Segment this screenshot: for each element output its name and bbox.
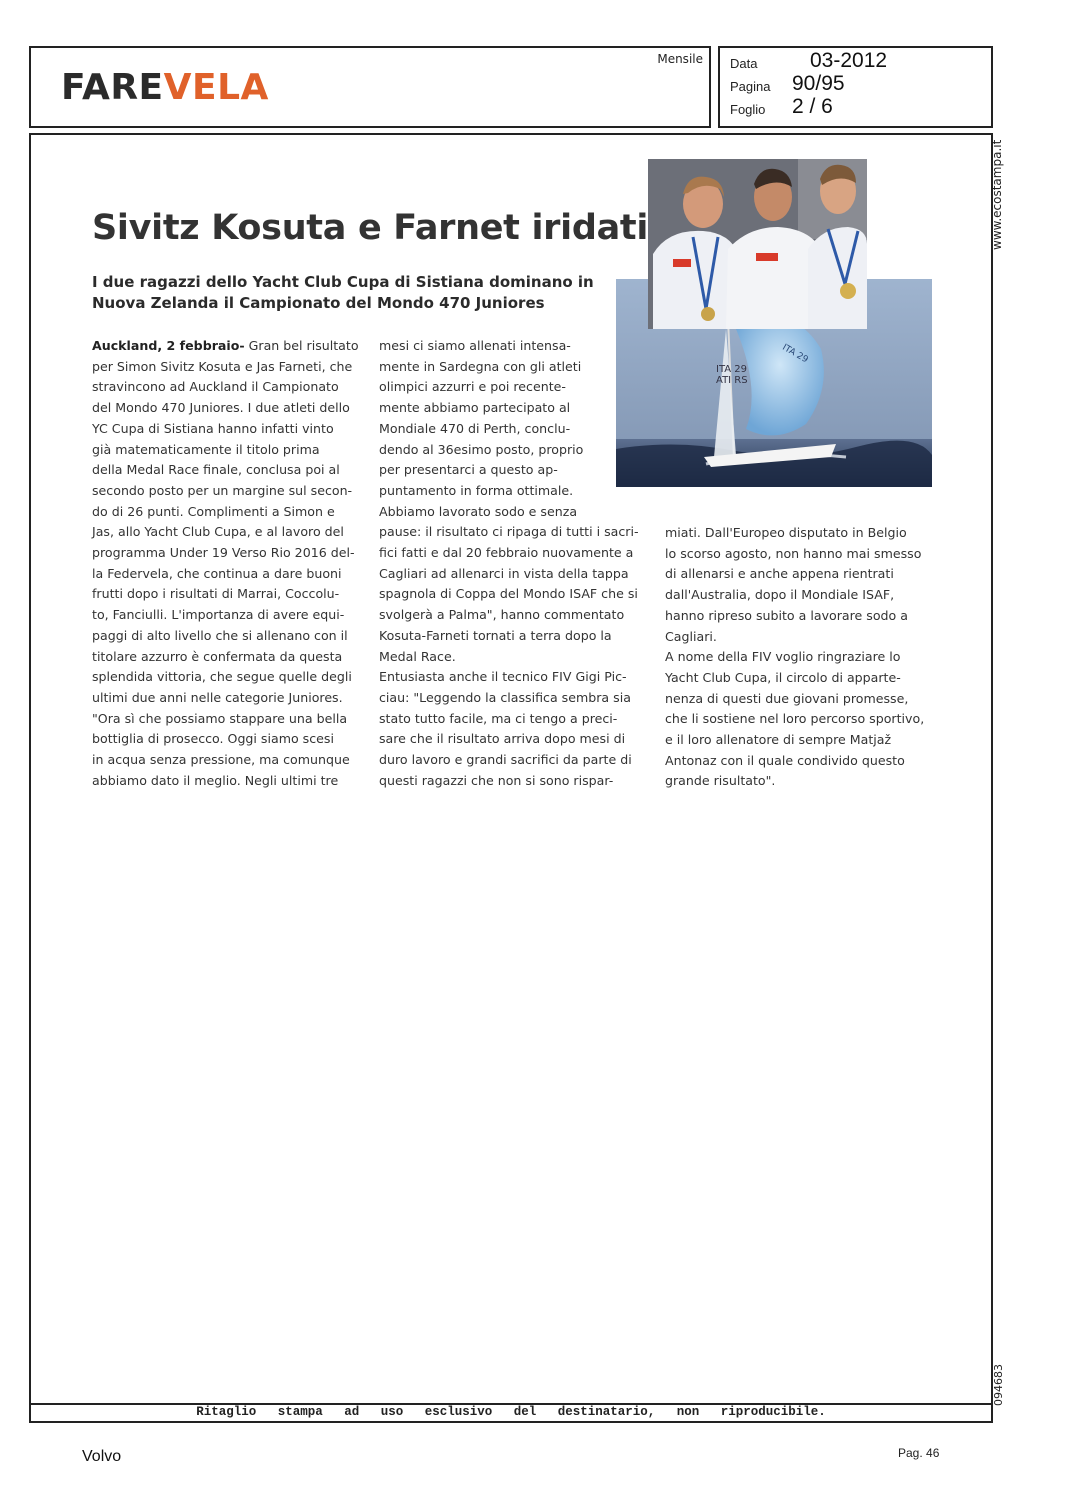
text-line: sare che il risultato arriva dopo mesi di — [379, 731, 626, 747]
side-url: www.ecostampa.it — [990, 139, 1004, 250]
footer-client: Volvo — [82, 1448, 122, 1465]
sail-number-top: ITA 29 — [780, 342, 810, 366]
text-line: Medal Race. — [379, 648, 456, 664]
text-line: Antonaz con il quale condivido questo — [665, 752, 905, 768]
footer-page-number: Pag. 46 — [898, 1446, 940, 1460]
text-line: A nome della FIV voglio ringraziare lo — [665, 649, 901, 665]
text-line: spagnola di Coppa del Mondo ISAF che si — [379, 586, 638, 602]
text-line: lo scorso agosto, non hanno mai smesso — [665, 545, 922, 561]
text-line: "Ora sì che possiamo stappare una bella — [92, 710, 348, 726]
text-line: della Medal Race finale, conclusa poi al — [92, 462, 340, 478]
text-line: per Simon Sivitz Kosuta e Jas Farneti, che — [92, 358, 353, 374]
text-line: di allenarsi e anche appena rientrati — [665, 566, 894, 582]
text-line: miati. Dall'Europeo disputato in Belgio — [665, 525, 907, 540]
meta-label-page: Pagina — [730, 79, 771, 94]
text-line: splendida vittoria, che segue quelle degli — [92, 669, 352, 685]
text-line: già matematicamente il titolo prima — [92, 441, 320, 457]
text-line: frutti dopo i risultati di Marrai, Coccolu- — [92, 586, 340, 602]
text-line: duro lavoro e grandi sacrifici da parte di — [379, 752, 632, 768]
text-line: stato tutto facile, ma ci tengo a preci- — [379, 710, 618, 726]
text-line: del Mondo 470 Juniores. I due atleti dello — [92, 400, 350, 416]
meta-label-date: Data — [730, 56, 758, 71]
text-line: dall'Australia, dopo il Mondiale ISAF, — [665, 587, 895, 603]
side-code: 094683 — [992, 1364, 1005, 1406]
text-line: la Federvela, che continua a dare buoni — [92, 565, 342, 581]
first-line: Auckland, 2 febbraio- Gran bel risultato — [92, 338, 359, 353]
article-column-3 — [665, 523, 940, 792]
article-headline: Sivitz Kosuta e Farnet iridati — [92, 208, 649, 248]
text-line: abbiamo dato il meglio. Negli ultimi tre — [92, 772, 339, 788]
text-line: Entusiasta anche il tecnico FIV Gigi Pic- — [379, 669, 627, 685]
text-line: secondo posto per un margine sul secon- — [92, 482, 353, 498]
text-line: pause: il risultato ci ripaga di tutti i sacri- — [379, 524, 639, 540]
text-line: programma Under 19 Verso Rio 2016 del- — [92, 545, 355, 561]
logo-part-1: FARE — [61, 67, 164, 108]
text-line: bottiglia di prosecco. Oggi siamo scesi — [92, 731, 334, 747]
text-line: Cagliari. — [665, 628, 717, 644]
text-line: in acqua senza pressione, ma comunque — [92, 752, 350, 768]
meta-value-page: 90/95 — [792, 72, 845, 95]
text-line: questi ragazzi che non si sono rispar- — [379, 772, 614, 788]
article-subhead: I due ragazzi dello Yacht Club Cupa di Sistiana dominano in Nuova Zelanda il Campionato del Mondo 470 Juniores — [92, 273, 594, 312]
text-line: do di 26 punti. Complimenti a Simon e — [92, 503, 335, 519]
text-line: che li sostiene nel loro percorso sportivo, — [665, 711, 925, 727]
article-column-2 — [379, 336, 649, 791]
team-photo — [648, 159, 867, 329]
text-line: paggi di alto livello che si allenano con il — [92, 627, 348, 643]
text-line: ultimi due anni nelle categorie Juniores. — [92, 689, 343, 705]
meta-value-sheet: 2 / 6 — [792, 95, 833, 118]
text-line: Yacht Club Cupa, il circolo di apparte- — [665, 669, 901, 685]
text-line: fici fatti e dal 20 febbraio nuovamente a — [379, 545, 634, 561]
sail-number: ITA 29 ATI RS — [716, 364, 748, 386]
article-column-1 — [92, 336, 362, 791]
text-line: mente abbiamo partecipato al — [379, 400, 571, 416]
meta-label-sheet: Foglio — [730, 102, 766, 117]
text-line: mente in Sardegna con gli atleti — [379, 358, 582, 374]
frequency-label: Mensile — [657, 52, 703, 66]
text-line: per presentarci a questo ap- — [379, 462, 558, 478]
sailors-image — [648, 159, 867, 329]
text-line: stravincono ad Auckland il Campionato — [92, 379, 339, 395]
text-line: svolgerà a Palma", hanno commentato — [379, 607, 625, 623]
text-line: mesi ci siamo allenati intensa- — [379, 338, 571, 353]
text-line: Cagliari ad allenarci in vista della tappa — [379, 565, 629, 581]
text-line: olimpici azzurri e poi recente- — [379, 379, 566, 395]
publication-logo — [61, 66, 269, 110]
text-line: Mondiale 470 di Perth, conclu- — [379, 420, 571, 436]
text-line: Abbiamo lavorato sodo e senza — [379, 503, 578, 519]
text-line: Kosuta-Farneti tornati a terra dopo la — [379, 627, 612, 643]
issue-meta-box — [718, 46, 993, 128]
logo-part-2: VELA — [163, 67, 269, 108]
text-line: titolare azzurro è confermata da questa — [92, 648, 343, 664]
text-line: to, Fanciulli. L'importanza di avere equi- — [92, 607, 345, 623]
text-line: e il loro allenatore di sempre Matjaž — [665, 732, 892, 748]
text-line: Jas, allo Yacht Club Cupa, e al lavoro del — [92, 524, 344, 540]
meta-value-date: 03-2012 — [810, 49, 888, 72]
text-line: puntamento in forma ottimale. — [379, 482, 574, 498]
dateline: Auckland, 2 febbraio- — [92, 338, 245, 353]
text-line: YC Cupa di Sistiana hanno infatti vinto — [92, 420, 334, 436]
clipping-notice: Ritaglio stampa ad uso esclusivo del destinatario, non riproducibile. — [196, 1405, 826, 1419]
text-line: ciau: "Leggendo la classifica sembra sia — [379, 689, 631, 705]
text-line: grande risultato". — [665, 773, 776, 789]
text-line: nenza di questi due giovani promesse, — [665, 690, 909, 706]
column-1-lines — [92, 357, 362, 792]
text-line: dendo al 36esimo posto, proprio — [379, 441, 584, 457]
text-line: hanno ripreso subito a lavorare sodo a — [665, 607, 908, 623]
